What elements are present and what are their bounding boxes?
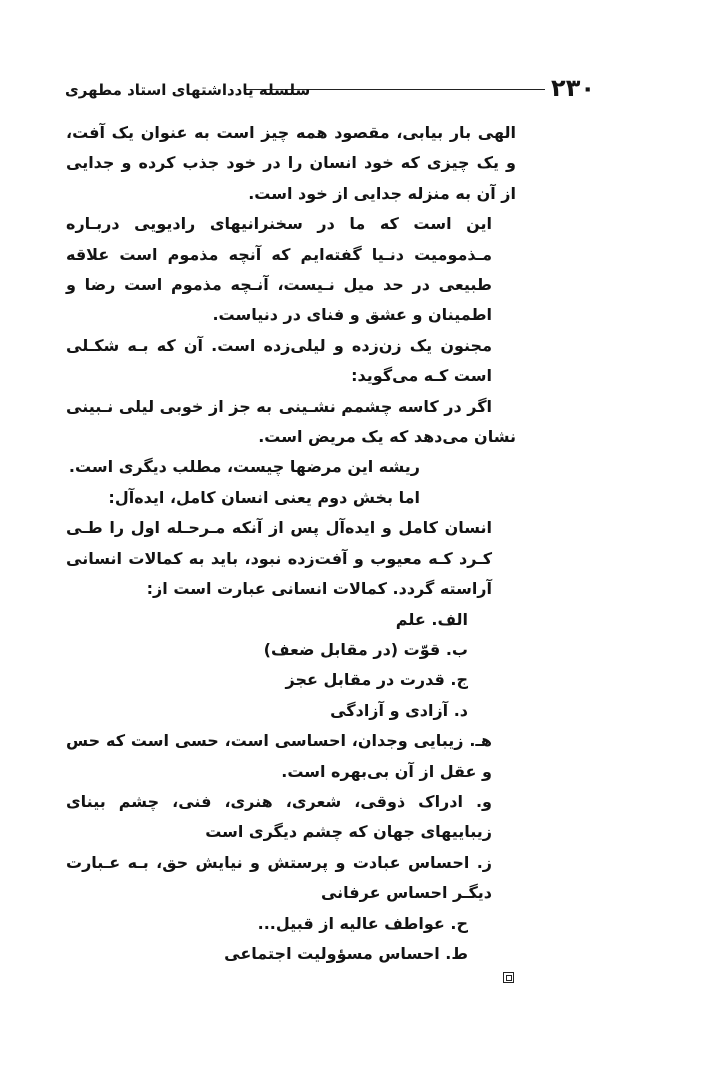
paragraph: الهی بار بیابی، مقصود همه چیز است به عنوان یک آفت، و یک چیزی که خود انسان را در خود جذب کرده و جدایی از آن به منزله جدایی از خود است.: [66, 123, 516, 203]
page-header: [65, 74, 595, 108]
list-item: الف. علم: [395, 609, 468, 629]
poem-hemistich-2: به جز از خوبی لیلی نـبینی: [66, 396, 273, 416]
page-number: ۲۳۰: [551, 74, 595, 102]
list-item: و. ادراک ذوقی، شعری، هنری، فنی، چشم بینای زیباییهای جهان که چشم دیگری است: [66, 791, 492, 842]
list-item: ح. عواطف عالیه از قبیل...: [257, 913, 468, 933]
paragraph: این است که ما در سخنرانیهای رادیویی دربـاره مـذمومیت دنـیا گفته‌ایم که آنچه مذموم است علاقه طبیعی در حد میل نـیست، آنـچه مذموم است رضا و اطمینان و عشق و فنای در دنیاست.: [66, 214, 492, 325]
paragraph: اما بخش دوم یعنی انسان کامل، ایده‌آل:: [108, 487, 420, 507]
list-item: هـ. زیبایی وجدان، احساسی است، حسی است که حس و عقل از آن بی‌بهره است.: [66, 731, 492, 781]
paragraph: مجنون یک زن‌زده و لیلی‌زده است. آن که بـه شکـلی است کـه می‌گوید:: [66, 335, 492, 386]
list-item: د. آزادی و آزادگی: [330, 700, 468, 720]
poem-verse: [66, 392, 516, 422]
paragraph: ریشه این مرضها چیست، مطلب دیگری است.: [68, 457, 420, 477]
paragraph: نشان می‌دهد که یک مریض است.: [258, 427, 516, 447]
page-body: [66, 118, 516, 969]
series-title: سلسله یادداشتهای استاد مطهری: [65, 81, 311, 99]
list-item: ب. قوّت (در مقابل ضعف): [263, 639, 468, 659]
list-item: ز. احساس عبادت و پرستش و نیایش حق، بـه عـبارت دیگـر احساس عرفانی: [66, 852, 492, 903]
poem-hemistich-1: اگر در کاسه چشمم نشـینی: [278, 396, 492, 416]
list-item: ج. قدرت در مقابل عجز: [285, 670, 468, 690]
list-item: ط. احساس مسؤولیت اجتماعی: [224, 943, 468, 963]
paragraph: انسان کامل و ایده‌آل پس از آنکه مـرحـله اول را طـی کـرد کـه معیوب و آفت‌زده نبود، باید به کمالات انسانی آراسته گردد. کمالات انسانی عبارت است از:: [66, 518, 492, 599]
end-of-section-mark: [503, 972, 514, 983]
